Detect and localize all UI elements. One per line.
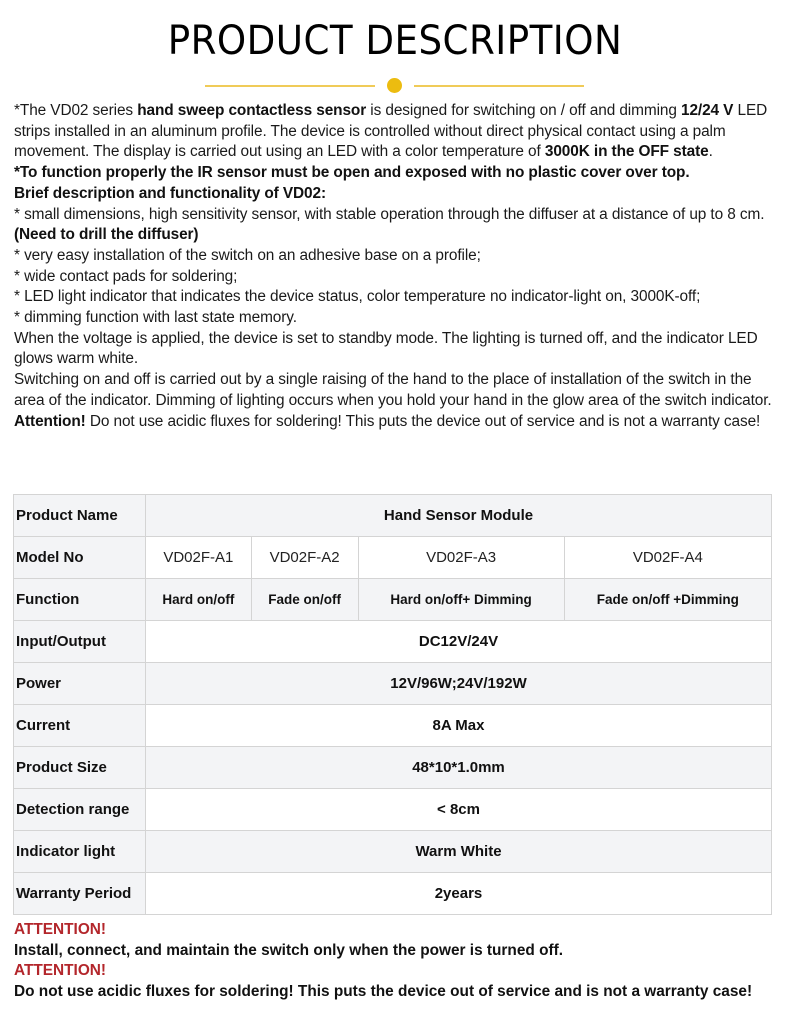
table-row (14, 663, 772, 705)
table-row (14, 705, 772, 747)
bullet-text: * small dimensions, high sensitivity sensor, with stable operation through the diffuser at a distance of up to 8 cm. (14, 205, 765, 223)
row-label: Input/Output (14, 621, 146, 663)
row-label: Product Name (14, 495, 146, 537)
row-value: < 8cm (146, 789, 772, 831)
title-divider (0, 78, 790, 94)
intro-bold: 12/24 V (680, 102, 734, 119)
intro-text: LED strips installed in an aluminum profile. The device is controlled without direct physical contact using a palm movement. The display is carried out using an LED with a color temperature of (14, 102, 768, 161)
table-row (14, 873, 772, 915)
brief-heading: Brief description and functionality of VD02: (14, 184, 326, 202)
table-row (14, 621, 772, 663)
row-label: Detection range (14, 789, 146, 831)
row-value: 48*10*1.0mm (146, 747, 772, 789)
bullet-item: * wide contact pads for soldering; (14, 267, 238, 285)
warning-label: ATTENTION! (14, 962, 107, 980)
bullet-bold: (Need to drill the diffuser) (14, 226, 199, 244)
row-label: Indicator light (14, 831, 146, 873)
row-value: 12V/96W;24V/192W (146, 663, 772, 705)
table-row (14, 831, 772, 873)
intro-text: is designed for switching on / off and dimming (366, 102, 681, 119)
model-cell: VD02F-A1 (146, 537, 252, 579)
table-row-model-no (14, 537, 772, 579)
intro-bold: hand sweep contactless sensor (137, 102, 367, 119)
model-cell: VD02F-A3 (358, 537, 564, 579)
divider-line-left (205, 85, 375, 87)
function-cell: Fade on/off (251, 579, 358, 621)
row-label: Product Size (14, 747, 146, 789)
table-row (14, 747, 772, 789)
divider-line-right (414, 85, 584, 87)
product-description (14, 101, 784, 432)
row-value: Warm White (146, 831, 772, 873)
ir-sensor-note: *To function properly the IR sensor must be open and exposed with no plastic cover over top. (14, 164, 690, 182)
bullet-item: * dimming function with last state memory. (14, 309, 297, 327)
switching-paragraph: Switching on and off is carried out by a single raising of the hand to the place of installation of the switch in the area of the indicator. Dimming of lighting occurs when you hold your hand in the glow area of the switch indicator. (14, 371, 772, 409)
attention-label: Attention! (14, 412, 86, 430)
bullet-item (14, 205, 784, 246)
intro-paragraph (14, 101, 784, 163)
warning-text: Install, connect, and maintain the switch only when the power is turned off. (14, 941, 563, 959)
intro-text: *The VD02 series (14, 102, 138, 119)
footer-warnings (14, 920, 786, 1003)
table-row (14, 789, 772, 831)
model-cell: VD02F-A2 (251, 537, 358, 579)
divider-dot-icon (387, 78, 402, 93)
standby-paragraph: When the voltage is applied, the device is set to standby mode. The lighting is turned off, and the indicator LED glows warm white. (14, 329, 758, 368)
row-value: 8A Max (146, 705, 772, 747)
spec-table (13, 494, 772, 915)
row-label: Power (14, 663, 146, 705)
function-cell: Hard on/off (146, 579, 252, 621)
row-value: 2years (146, 873, 772, 915)
row-label: Function (14, 579, 146, 621)
table-row-product-name (14, 495, 772, 537)
attention-paragraph (14, 412, 784, 433)
function-cell: Hard on/off+ Dimming (358, 579, 564, 621)
table-row-function (14, 579, 772, 621)
warning-label: ATTENTION! (14, 921, 107, 938)
row-label: Model No (14, 537, 146, 579)
function-cell: Fade on/off +Dimming (564, 579, 771, 621)
attention-text: Do not use acidic fluxes for soldering! This puts the device out of service and is not a warranty case! (85, 412, 761, 430)
warning-text: Do not use acidic fluxes for soldering! This puts the device out of service and is not a warranty case! (14, 983, 753, 1001)
bullet-item: * very easy installation of the switch on an adhesive base on a profile; (14, 246, 481, 264)
row-value: DC12V/24V (146, 621, 772, 663)
intro-text: . (708, 143, 713, 161)
intro-bold: 3000K in the OFF state (544, 143, 709, 161)
bullet-item: * LED light indicator that indicates the device status, color temperature no indicator-light on, 3000K-off; (14, 288, 701, 306)
row-label: Current (14, 705, 146, 747)
page-title: PRODUCT DESCRIPTION (167, 18, 623, 64)
row-label: Warranty Period (14, 873, 146, 915)
model-cell: VD02F-A4 (564, 537, 771, 579)
row-value: Hand Sensor Module (146, 495, 772, 537)
